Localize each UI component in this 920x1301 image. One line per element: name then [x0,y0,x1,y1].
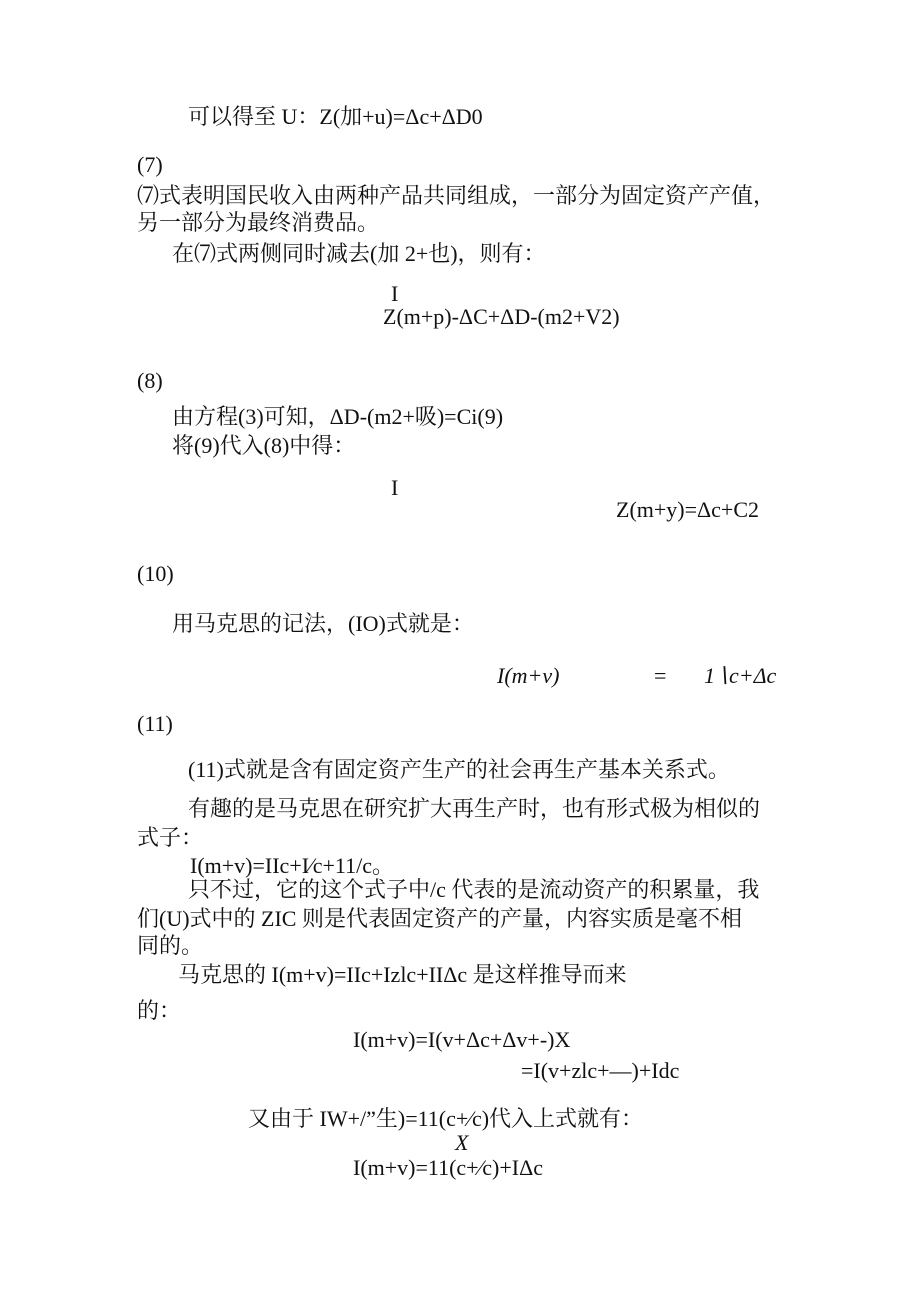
text-line: 同的。 [137,933,204,958]
formula-line: I [391,281,399,306]
text-line: 可以得至 U：Z(加+u)=Δc+ΔD0 [188,104,483,129]
text-line: 只不过，它的这个式子中/c 代表的是流动资产的积累量，我 [188,877,760,902]
formula-line: 1∖c+Δc [704,663,777,688]
formula-line: =I(v+zlc+—)+Idc [521,1058,680,1083]
text-line: 又由于 IW+/”生)=11(c+⁄c)代入上式就有： [248,1106,644,1131]
text-line: 式子： [137,825,204,850]
formula-line: I(m+v)=11(c+⁄c)+IΔc [353,1155,543,1180]
formula-line: I(m+v) [497,663,560,688]
text-line: ⑺式表明国民收入由两种产品共同组成，一部分为固定资产产值， [137,183,776,208]
text-line: 用马克思的记法，(IO)式就是： [172,611,474,636]
equation-number: (11) [137,711,173,736]
text-line: 的： [137,998,182,1023]
text-line: 在⑺式两侧同时减去(加 2+也)，则有： [172,241,546,266]
text-line: 们(U)式中的 ZIC 则是代表固定资产的产量，内容实质是毫不相 [137,906,742,931]
formula-line: I(m+v)=IIc+I⁄c+11/c。 [190,853,394,878]
text-line: (11)式就是含有固定资产生产的社会再生产基本关系式。 [188,757,730,782]
equation-number: (8) [137,368,163,393]
formula-line: X [455,1130,469,1155]
text-line: 由方程(3)可知，ΔD-(m2+吸)=Ci(9) [172,404,504,429]
text-line: 另一部分为最终消费品。 [137,210,380,235]
text-line: 将(9)代入(8)中得： [172,433,356,458]
formula-line: Z(m+p)-ΔC+ΔD-(m2+V2) [383,304,620,329]
formula-line: I [391,475,399,500]
equation-number: (7) [137,152,163,177]
formula-line: I(m+v)=I(v+Δc+Δv+-)X [353,1027,571,1052]
text-line: 马克思的 I(m+v)=IIc+Izlc+IIΔc 是这样推导而来 [178,962,627,987]
equation-number: (10) [137,561,174,586]
formula-line: = [654,663,667,688]
formula-line: Z(m+y)=Δc+C2 [616,497,760,522]
text-line: 有趣的是马克思在研究扩大再生产时，也有形式极为相似的 [188,796,761,821]
